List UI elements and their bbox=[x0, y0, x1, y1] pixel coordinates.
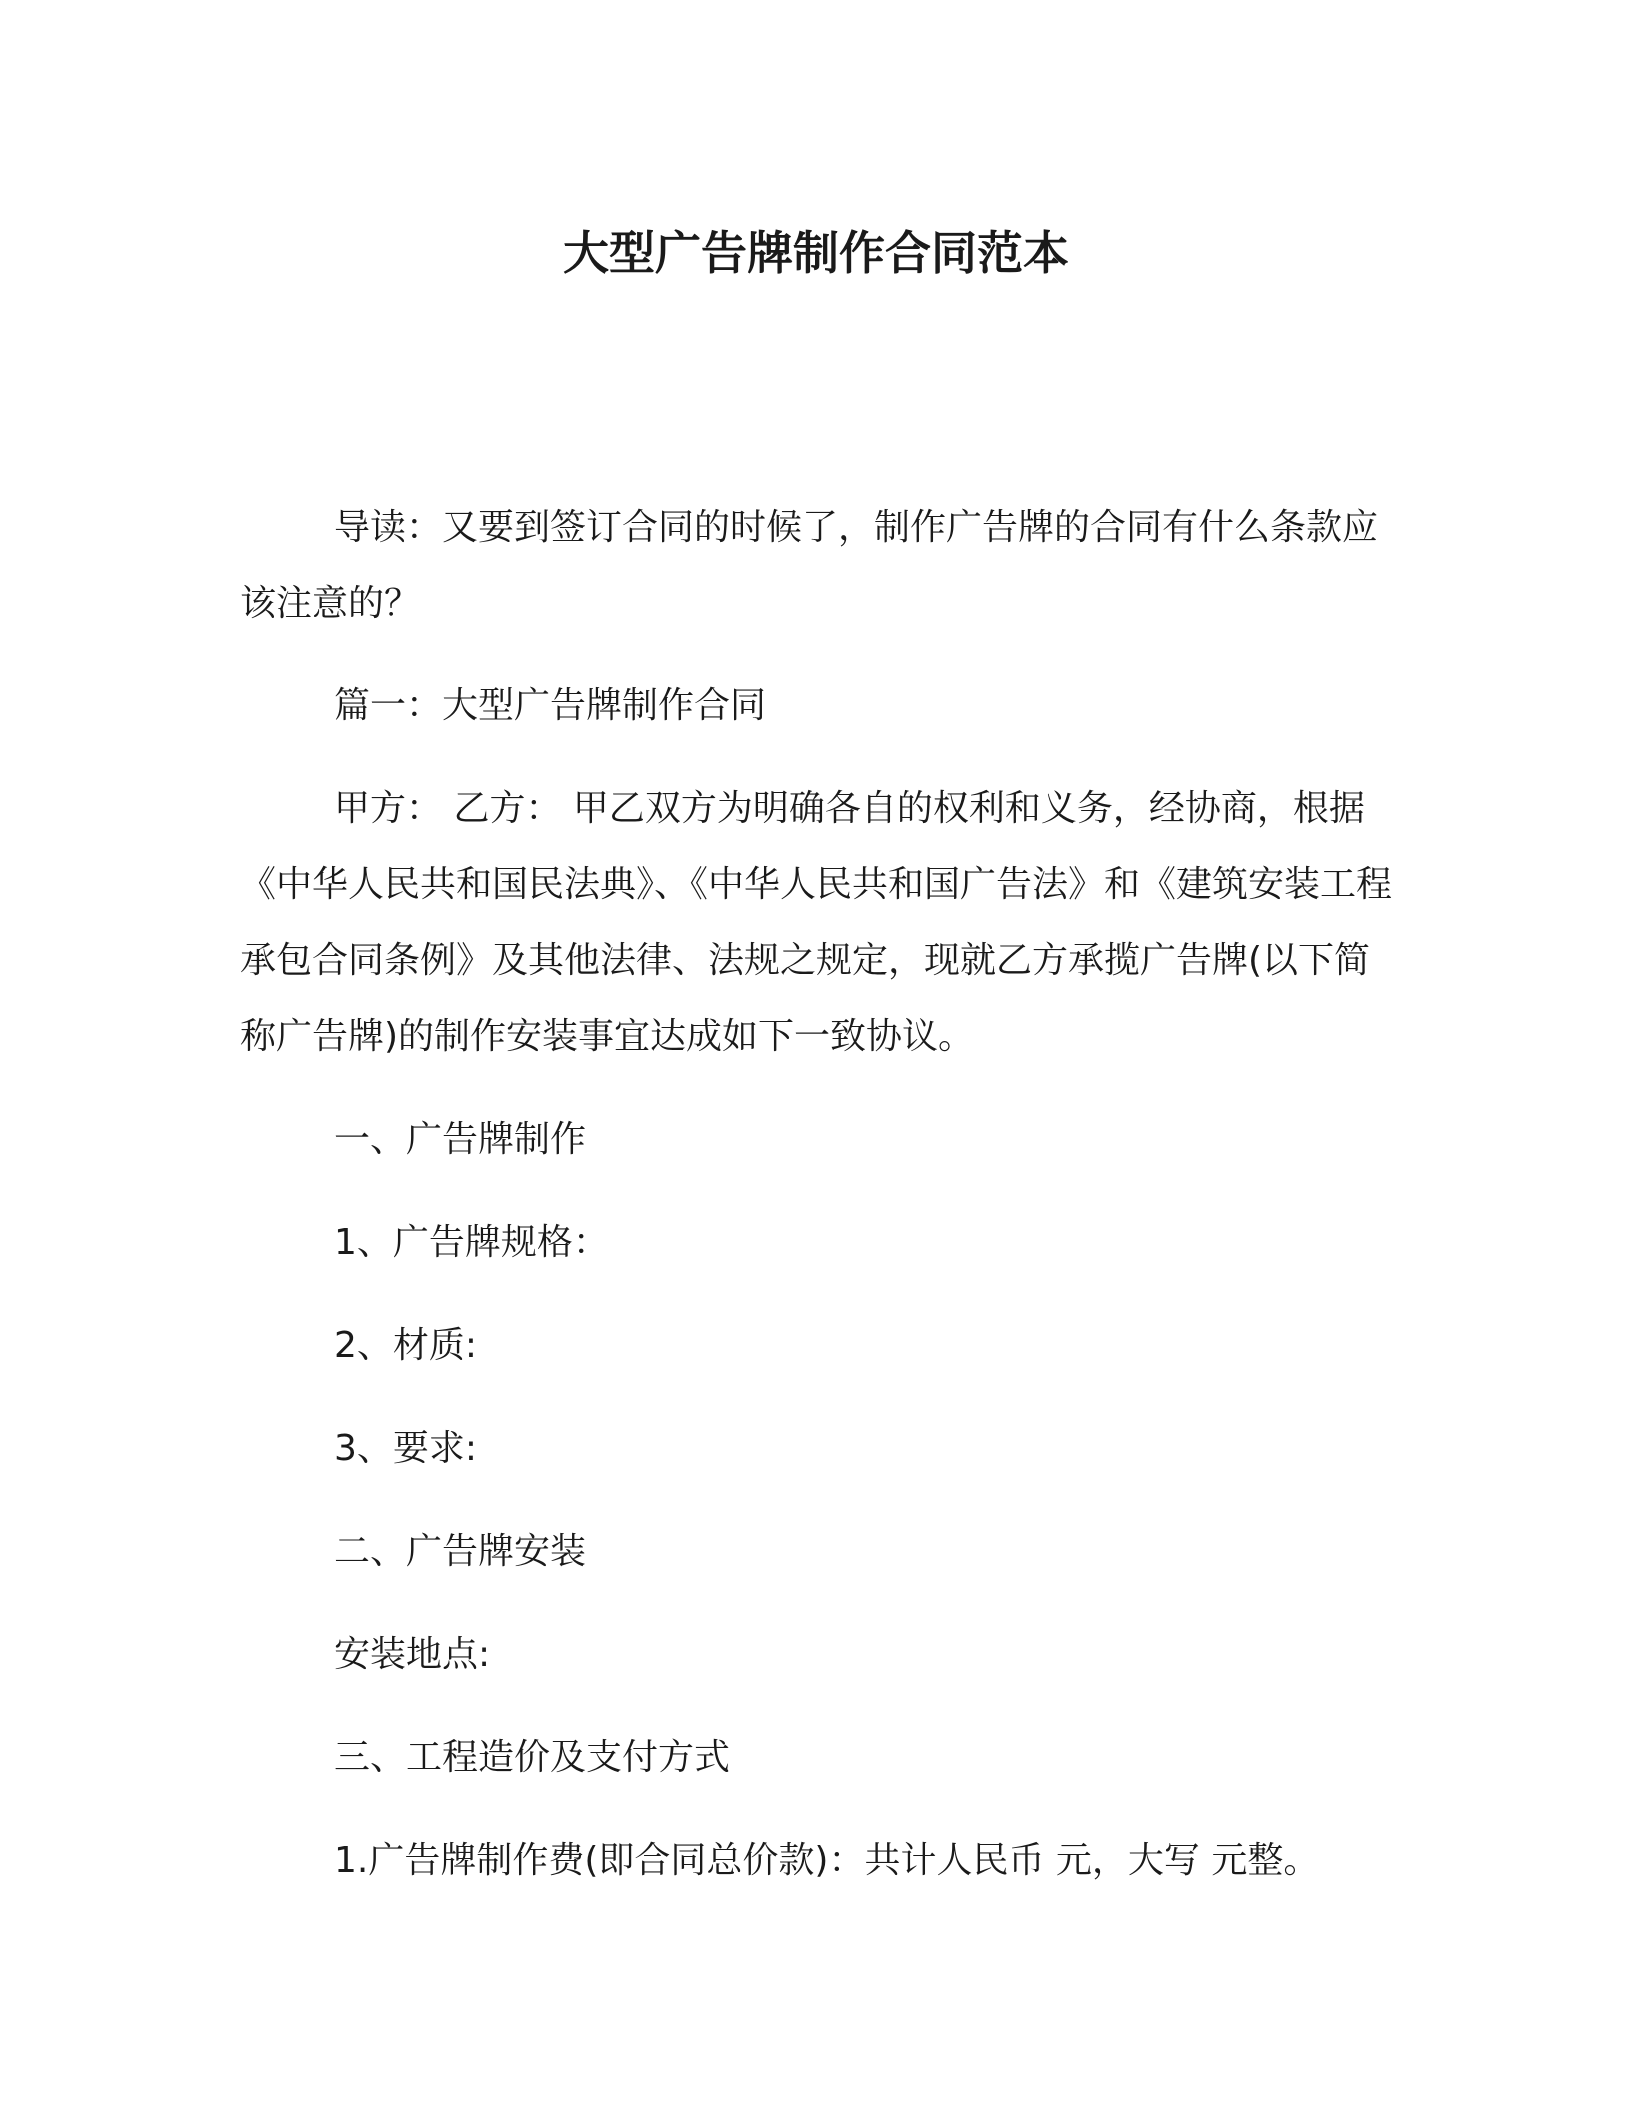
clause1-item1: 1、广告牌规格： bbox=[334, 1222, 609, 1263]
clause2-location: 安装地点: bbox=[334, 1634, 491, 1675]
clause2-heading: 二、广告牌安装 bbox=[334, 1531, 587, 1572]
clause1-heading: 一、广告牌制作 bbox=[334, 1119, 587, 1160]
clause1-item2: 2、材质: bbox=[334, 1325, 478, 1366]
section-heading: 篇一：大型广告牌制作合同 bbox=[334, 685, 767, 726]
document-title: 大型广告牌制作合同范本 bbox=[563, 226, 1069, 280]
clause3-item1: 1.广告牌制作费(即合同总价款)：共计人民币 元，大写 元整。 bbox=[334, 1840, 1320, 1881]
parties-paragraph: 甲方： 乙方： 甲乙双方为明确各自的权利和义务，经协商，根据《中华人民共和国民法典》、《中华人民共和国广告法》和《建筑安装工程承包合同条例》及其他法律、法规之规定，现就乙方承揽广告牌(以下简称广告牌)的制作安装事宜达成如下一致协议。 bbox=[240, 788, 1393, 1057]
intro-paragraph: 导读：又要到签订合同的时候了，制作广告牌的合同有什么条款应该注意的？ bbox=[240, 507, 1379, 624]
clause1-item3: 3、要求: bbox=[334, 1428, 478, 1469]
clause3-heading: 三、工程造价及支付方式 bbox=[334, 1737, 731, 1778]
